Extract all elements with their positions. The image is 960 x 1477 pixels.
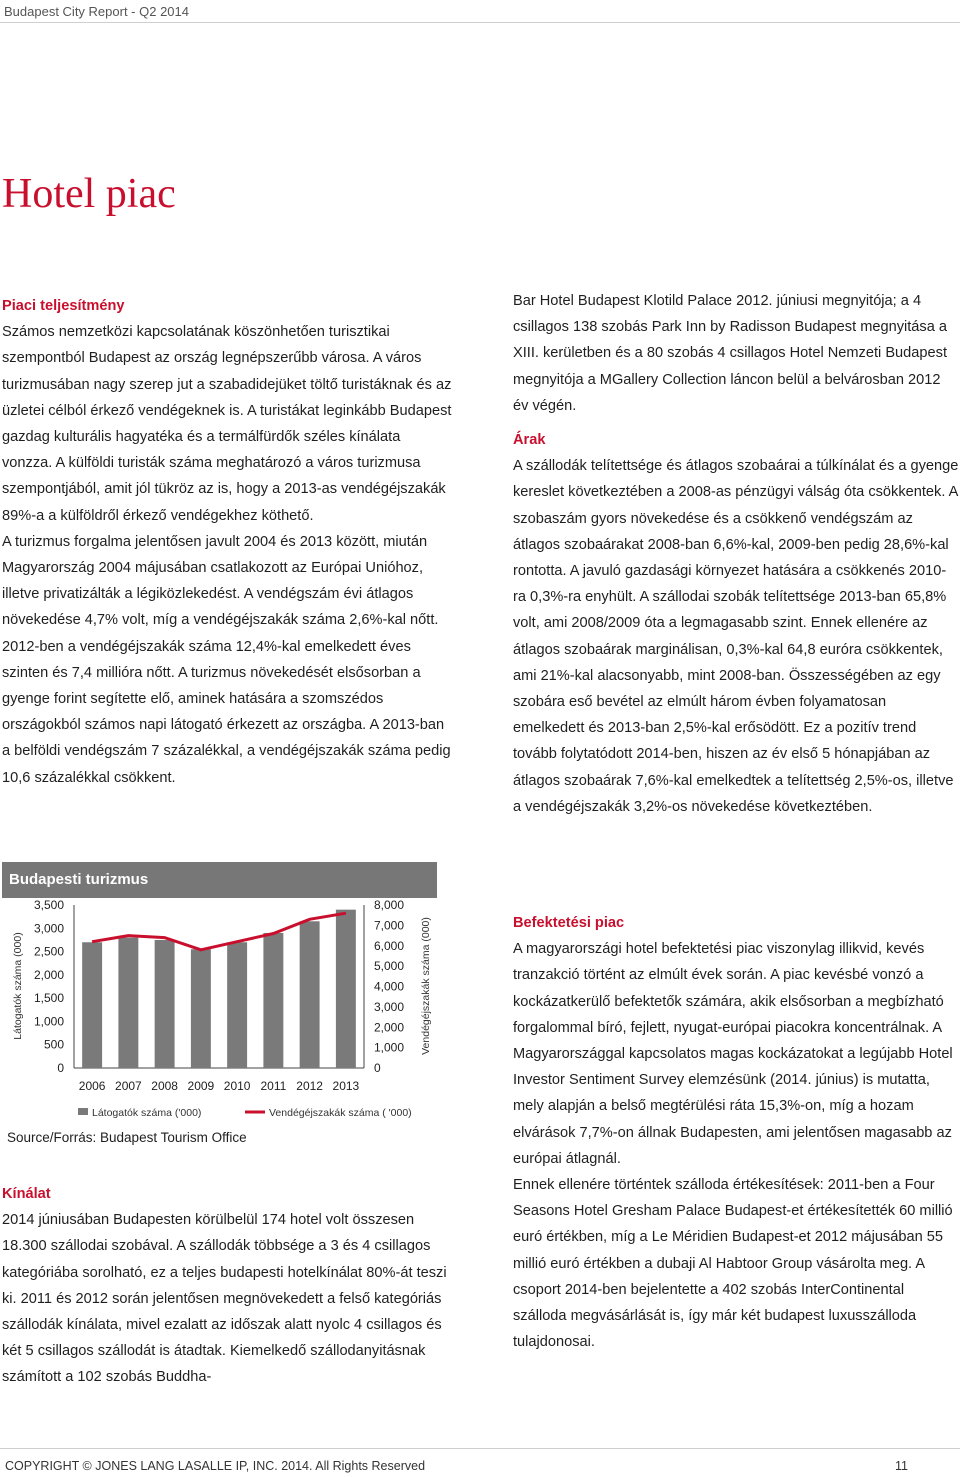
legend-swatch-bar bbox=[78, 1108, 88, 1115]
report-header-title: Budapest City Report - Q2 2014 bbox=[4, 4, 189, 19]
section-heading-kinalat: Kínálat bbox=[2, 1186, 51, 1202]
right-tick-label: 6,000 bbox=[374, 938, 405, 953]
x-tick-label: 2013 bbox=[332, 1079, 360, 1093]
bar-2009 bbox=[191, 949, 211, 1068]
x-tick-label: 2008 bbox=[151, 1079, 178, 1093]
x-tick-label: 2010 bbox=[223, 1079, 251, 1093]
bar-2010 bbox=[227, 942, 247, 1068]
left-tick-label: 3,500 bbox=[33, 900, 64, 912]
bar-2012 bbox=[300, 921, 320, 1068]
right-tick-label: 1,000 bbox=[374, 1040, 405, 1055]
paragraph-arak: A szállodák telítettsége és átlagos szobaárai a túlkínálat és a gyenge kereslet következtében a 2008-as pénzügyi válság óta csökkentek. A szobaszám gyors növekedése és a csökkenő vendégszám az átlagos szobaárakat 2008-ban 6,6%-kal, 2009-ben pedig 28,6%-kal rontotta. A javuló gazdasági környezet hatására a csökkenés 2010-ra 0,3%-ra enyhült. A szállodai szobák telítettsége 2013-ban 65,8% volt, ami 2008/2009 óta a legmagasabb szint. Ennek ellenére az átlagos szobaárak marginálisan, 0,3%-kal 64,8 euróra csökkentek, ami 21%-kal alacsonyabb, mint 2008-ban. Összességében az egy szobára eső bevétel az elmúlt három évben folyamatosan emelkedett és 2013-ban 2,5%-kal erősödött. Ez a pozitív trend tovább folytatódott 2014-ben, hiszen az év első 5 hónapjában az átlagos szobaárak 7,6%-kal emelkedtek a telítettség 2,5%-os, illetve a vendégéjszakák 3,2%-os növekedése következtében. bbox=[513, 458, 959, 815]
left-tick-label: 1,500 bbox=[33, 991, 64, 1006]
x-tick-label: 2012 bbox=[296, 1079, 323, 1093]
paragraph-hotel-openings: Bar Hotel Budapest Klotild Palace 2012. júniusi megnyitója; a 4 csillagos 138 szobás Park Inn by Radisson Budapest megnyitása a XIII. kerületben és a 80 szobás 4 csillagos Hotel Nemzeti Budapest megnyitója a MGallery Collection láncon belül a belvárosban 2012 év végén. bbox=[513, 293, 948, 414]
left-tick-label: 500 bbox=[43, 1037, 64, 1052]
x-tick-label: 2009 bbox=[187, 1079, 215, 1093]
footer-divider bbox=[0, 1448, 960, 1449]
x-tick-label: 2006 bbox=[78, 1079, 106, 1093]
left-tick-label: 2,000 bbox=[33, 967, 64, 982]
section-heading-piaci-teljesitmeny: Piaci teljesítmény bbox=[2, 298, 125, 314]
bar-2006 bbox=[82, 942, 102, 1068]
kinalat-section bbox=[2, 1181, 454, 1391]
right-tick-label: 4,000 bbox=[374, 979, 405, 994]
page-number: 11 bbox=[895, 1459, 908, 1473]
legend-label-vendegejszakak: Vendégéjszakák száma ( '000) bbox=[269, 1107, 412, 1119]
right-column-top bbox=[513, 288, 959, 820]
left-axis-title: Látogatók száma (000) bbox=[12, 932, 24, 1040]
right-tick-label: 8,000 bbox=[374, 900, 405, 912]
bar-2011 bbox=[263, 933, 283, 1068]
left-column bbox=[2, 293, 454, 791]
left-tick-label: 3,000 bbox=[33, 921, 64, 936]
paragraph-piaci-1: Számos nemzetközi kapcsolatának köszönhetően turisztikai szempontból Budapest az ország legnépszerűbb városa. A város turizmusában nagy szerep jut a szabadidejüket töltő turistáknak és az üzletei célból érkező vendégeknek is. A turistákat leginkább Budapest gazdag kulturális hagyatéka és a termálfürdők széles kínálata vonzza. A külföldi turisták száma meghatározó a város turizmusa szempontjából, amit jól tükröz az is, hogy a 2013-as vendégéjszakák 89%-a a külföldről érkező vendégekhez köthető. bbox=[2, 324, 452, 524]
tourism-chart bbox=[0, 900, 450, 1130]
left-tick-label: 2,500 bbox=[33, 944, 64, 959]
legend-label-latogatok: Látogatók száma ('000) bbox=[92, 1107, 202, 1119]
bar-2007 bbox=[118, 938, 138, 1068]
right-tick-label: 3,000 bbox=[374, 999, 405, 1014]
chart-title: Budapesti turizmus bbox=[9, 871, 149, 888]
left-tick-label: 1,000 bbox=[33, 1014, 64, 1029]
x-tick-label: 2007 bbox=[115, 1079, 142, 1093]
right-tick-label: 5,000 bbox=[374, 959, 405, 974]
left-tick-label: 0 bbox=[57, 1061, 64, 1075]
paragraph-piaci-2: A turizmus forgalma jelentősen javult 2004 és 2013 között, miután Magyarország 2004 májusában csatlakozott az Európai Unióhoz, illetve privatizálták a légiközlekedést. A vendégszám évi átlagos növekedése 4,7% volt, míg a vendégéjszakák száma 2,6%-kal nőtt. 2012-ben a vendégéjszakák száma 12,4%-kal emelkedett éves szinten és 7,4 millióra nőtt. A turizmus növekedését elsősorban a gyenge forint segítette elő, aminek hatására a szomszédos országokból számos napi látogató érkezett az országba. A 2013-ban a belföldi vendégszám 7 százalékkal, a vendégéjszakák száma pedig 10,6 százalékkal csökkent. bbox=[2, 533, 451, 786]
right-axis-title: Vendégéjszakák száma (000) bbox=[420, 917, 432, 1055]
right-tick-label: 0 bbox=[374, 1061, 381, 1075]
paragraph-befektetesi-1: A magyarországi hotel befektetési piac viszonylag illikvid, kevés tranzakció történt az elmúlt évek során. A piac kevésbé vonzó a kockázatkerülő befektetők számára, akik elsősorban a megbízható forgalommal bíró, fejlett, nyugat-európai piacokra koncentrálnak. A Magyarországgal kapcsolatos magas kockázatokat a legújabb Hotel Investor Sentiment Survey elemzésünk (2014. június) is mutatta, mely alapján a belső megtérülési ráta 15,3%-on, míg a hozam elvárások 7,7%-on állnak Budapesten, ami jelentősen magasabb az európai átlagnál. bbox=[513, 941, 953, 1167]
section-heading-arak: Árak bbox=[513, 432, 546, 449]
right-tick-label: 7,000 bbox=[374, 918, 405, 933]
x-tick-label: 2011 bbox=[260, 1079, 287, 1093]
right-tick-label: 2,000 bbox=[374, 1020, 405, 1035]
chart-source: Source/Forrás: Budapest Tourism Office bbox=[7, 1130, 247, 1145]
bar-2008 bbox=[155, 940, 175, 1068]
paragraph-kinalat: 2014 júniusában Budapesten körülbelül 174 hotel volt összesen 18.300 szállodai szobával. A szállodák többsége a 3 és 4 csillagos kategóriába sorolható, ez a teljes budapesti hotelkínálat 80%-át teszi ki. 2011 és 2012 során jelentősen megnövekedett a felső kategóriás szállodák kínálata, mivel ezalatt az időszak alatt nyolc 4 csillagos és két 5 csillagos szállodát is átadtak. Kiemelkedő szállodanyitásnak számított a 102 szobás Buddha- bbox=[2, 1212, 447, 1386]
page-title: Hotel piac bbox=[2, 171, 176, 217]
bar-2013 bbox=[336, 910, 356, 1068]
section-heading-befektetesi-piac: Befektetési piac bbox=[513, 915, 625, 931]
footer-copyright: COPYRIGHT © JONES LANG LASALLE IP, INC. 2014. All Rights Reserved bbox=[5, 1459, 426, 1473]
paragraph-befektetesi-2: Ennek ellenére történtek szálloda értékesítések: 2011-ben a Four Seasons Hotel Gresham Palace Budapest-et értékesítették 60 millió euró értékben, míg a Le Méridien Budapest-et 2012 májusában 55 millió euró értékben a dubaji Al Habtoor Group vásárolta meg. A csoport 2014-ben bejelentette a 402 szobás InterContinental szálloda megvásárlását is, így már két budapest luxusszálloda tulajdonosai. bbox=[513, 1177, 953, 1351]
right-column-bottom bbox=[513, 910, 959, 1355]
header-divider bbox=[0, 22, 960, 23]
chart-title-bar bbox=[2, 862, 437, 898]
